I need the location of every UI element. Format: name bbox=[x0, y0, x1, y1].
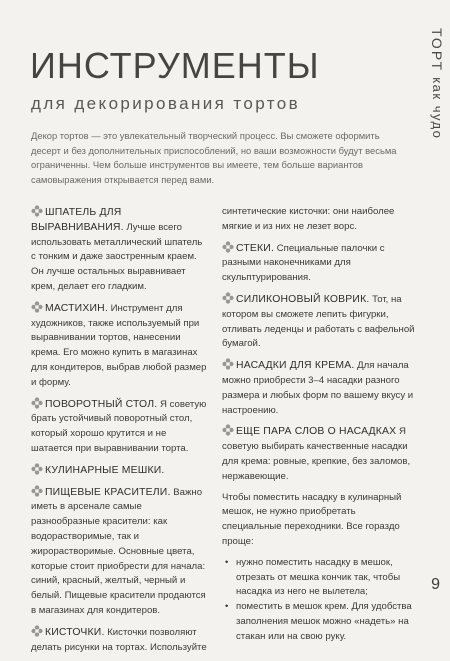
entry-silicone-mat bbox=[222, 292, 416, 352]
list-item bbox=[222, 556, 416, 600]
entry-nozzle-tips bbox=[222, 424, 416, 484]
flower-bullet-icon bbox=[31, 301, 43, 313]
list-item-text: поместить в мешок крем. Для удобства заполнения мешок можно «надеть» на стакан или на свою руку. bbox=[236, 601, 412, 642]
running-header bbox=[429, 28, 445, 139]
page-number: 9 bbox=[431, 576, 440, 593]
brushes-continuation: синтетические кисточки: они наиболее мягкие и из них не лезет ворс. bbox=[222, 206, 395, 232]
entry-palette-knife bbox=[31, 301, 209, 391]
entry-name: СТЕКИ. bbox=[236, 242, 275, 254]
page-subtitle: для декорирования тортов bbox=[31, 94, 301, 113]
entry-text: Я советую выбирать качественные насадки для крема: ровные, крепкие, без заломов, нержавеющие. bbox=[222, 426, 411, 482]
entry-name: ШПАТЕЛЬ ДЛЯ ВЫРАВНИВАНИЯ. bbox=[31, 207, 124, 233]
entry-text: Я советую брать устойчивый поворотный стол, который хорошо крутится и не шатается при выравнивании торта. bbox=[31, 398, 207, 454]
intro-paragraph: Декор тортов — это увлекательный творческий процесс. Вы сможете оформить десерт и без дополнительных приспособлений, но ваши возможности будут весьма ограниченны. Чем больше инструментов вы имеете, тем больше вариантов самовыражения открывается перед вами. bbox=[31, 130, 397, 186]
entry-food-colors bbox=[31, 485, 209, 619]
entry-name: НАСАДКИ ДЛЯ КРЕМА. bbox=[236, 360, 355, 372]
entry-cream-nozzles bbox=[222, 358, 416, 418]
flower-bullet-icon bbox=[222, 358, 234, 370]
flower-bullet-icon bbox=[31, 625, 43, 637]
flower-bullet-icon bbox=[222, 292, 234, 304]
entry-stacks bbox=[222, 241, 416, 286]
running-header-rest: как чудо bbox=[430, 72, 445, 140]
entry-text: Для начала можно приобрести 3–4 насадки разного размера и любых форм по вашему вкусу и настроению. bbox=[222, 360, 414, 416]
flower-bullet-icon bbox=[31, 463, 43, 475]
running-header-cap: ТОРТ bbox=[429, 28, 445, 73]
nozzle-paragraph: Чтобы поместить насадку в кулинарный мешок, не нужно приобретать специальные переходники. Все гораздо проще: bbox=[222, 491, 402, 547]
entry-text: Кисточки позволяют делать рисунки на тортах. Используйте bbox=[31, 626, 207, 653]
entry-turntable bbox=[31, 397, 209, 457]
entry-name: КИСТОЧКИ. bbox=[45, 626, 105, 638]
flower-bullet-icon bbox=[31, 397, 43, 409]
entry-name: МАСТИХИН. bbox=[45, 302, 108, 314]
entry-text: Лучше всего использовать металлический шпатель с тонким и даже заостренным краем. Он лучше остальных выравнивает крем, делает его гладким. bbox=[31, 221, 203, 292]
flower-bullet-icon bbox=[31, 205, 43, 217]
bullet-dot: • bbox=[225, 556, 229, 568]
entry-brushes bbox=[31, 625, 209, 656]
list-item bbox=[222, 600, 416, 644]
entry-spatula bbox=[31, 205, 209, 295]
entry-name: ЕЩЕ ПАРА СЛОВ О НАСАДКАХ bbox=[236, 426, 397, 438]
nozzle-steps-list bbox=[222, 556, 416, 645]
entry-text: Специальные палочки с разными наконечниками для скульптурирования. bbox=[222, 242, 385, 284]
entry-name: ПОВОРОТНЫЙ СТОЛ. bbox=[45, 398, 158, 410]
entry-text: Важно иметь в арсенале самые разнообразные красители: как водорастворимые, так и жирорастворимые. Основные цвета, которые стоит приобрести для начала: синий, красный, желтый, черный и белый. Пищевые красители продаются в магазинах для кондитеров. bbox=[31, 486, 206, 616]
entry-name: СИЛИКОНОВЫЙ КОВРИК. bbox=[236, 293, 370, 305]
entry-name: ПИЩЕВЫЕ КРАСИТЕЛИ. bbox=[45, 486, 171, 498]
left-column bbox=[31, 205, 209, 661]
right-column bbox=[222, 205, 416, 645]
list-item-text: нужно поместить насадку в мешок, отрезать от мешка кончик так, чтобы насадка из него не вылетела; bbox=[236, 556, 401, 598]
entry-text: Инструмент для художников, также используемый при выравнивании тортов, нанесении крема. Его можно купить в магазинах для кондитеров, выбрав любой размер и форму. bbox=[31, 302, 207, 388]
bullet-dot: • bbox=[225, 601, 229, 613]
flower-bullet-icon bbox=[222, 424, 234, 436]
entry-text: Тот, на котором вы сможете лепить фигурки, отливать леденцы и работать с вафельной бумагой. bbox=[222, 293, 415, 350]
page-title: ИНСТРУМЕНТЫ bbox=[30, 45, 320, 86]
flower-bullet-icon bbox=[31, 485, 43, 497]
flower-bullet-icon bbox=[222, 241, 234, 253]
entry-name: КУЛИНАРНЫЕ МЕШКИ. bbox=[45, 464, 165, 476]
entry-piping-bags bbox=[31, 463, 209, 479]
